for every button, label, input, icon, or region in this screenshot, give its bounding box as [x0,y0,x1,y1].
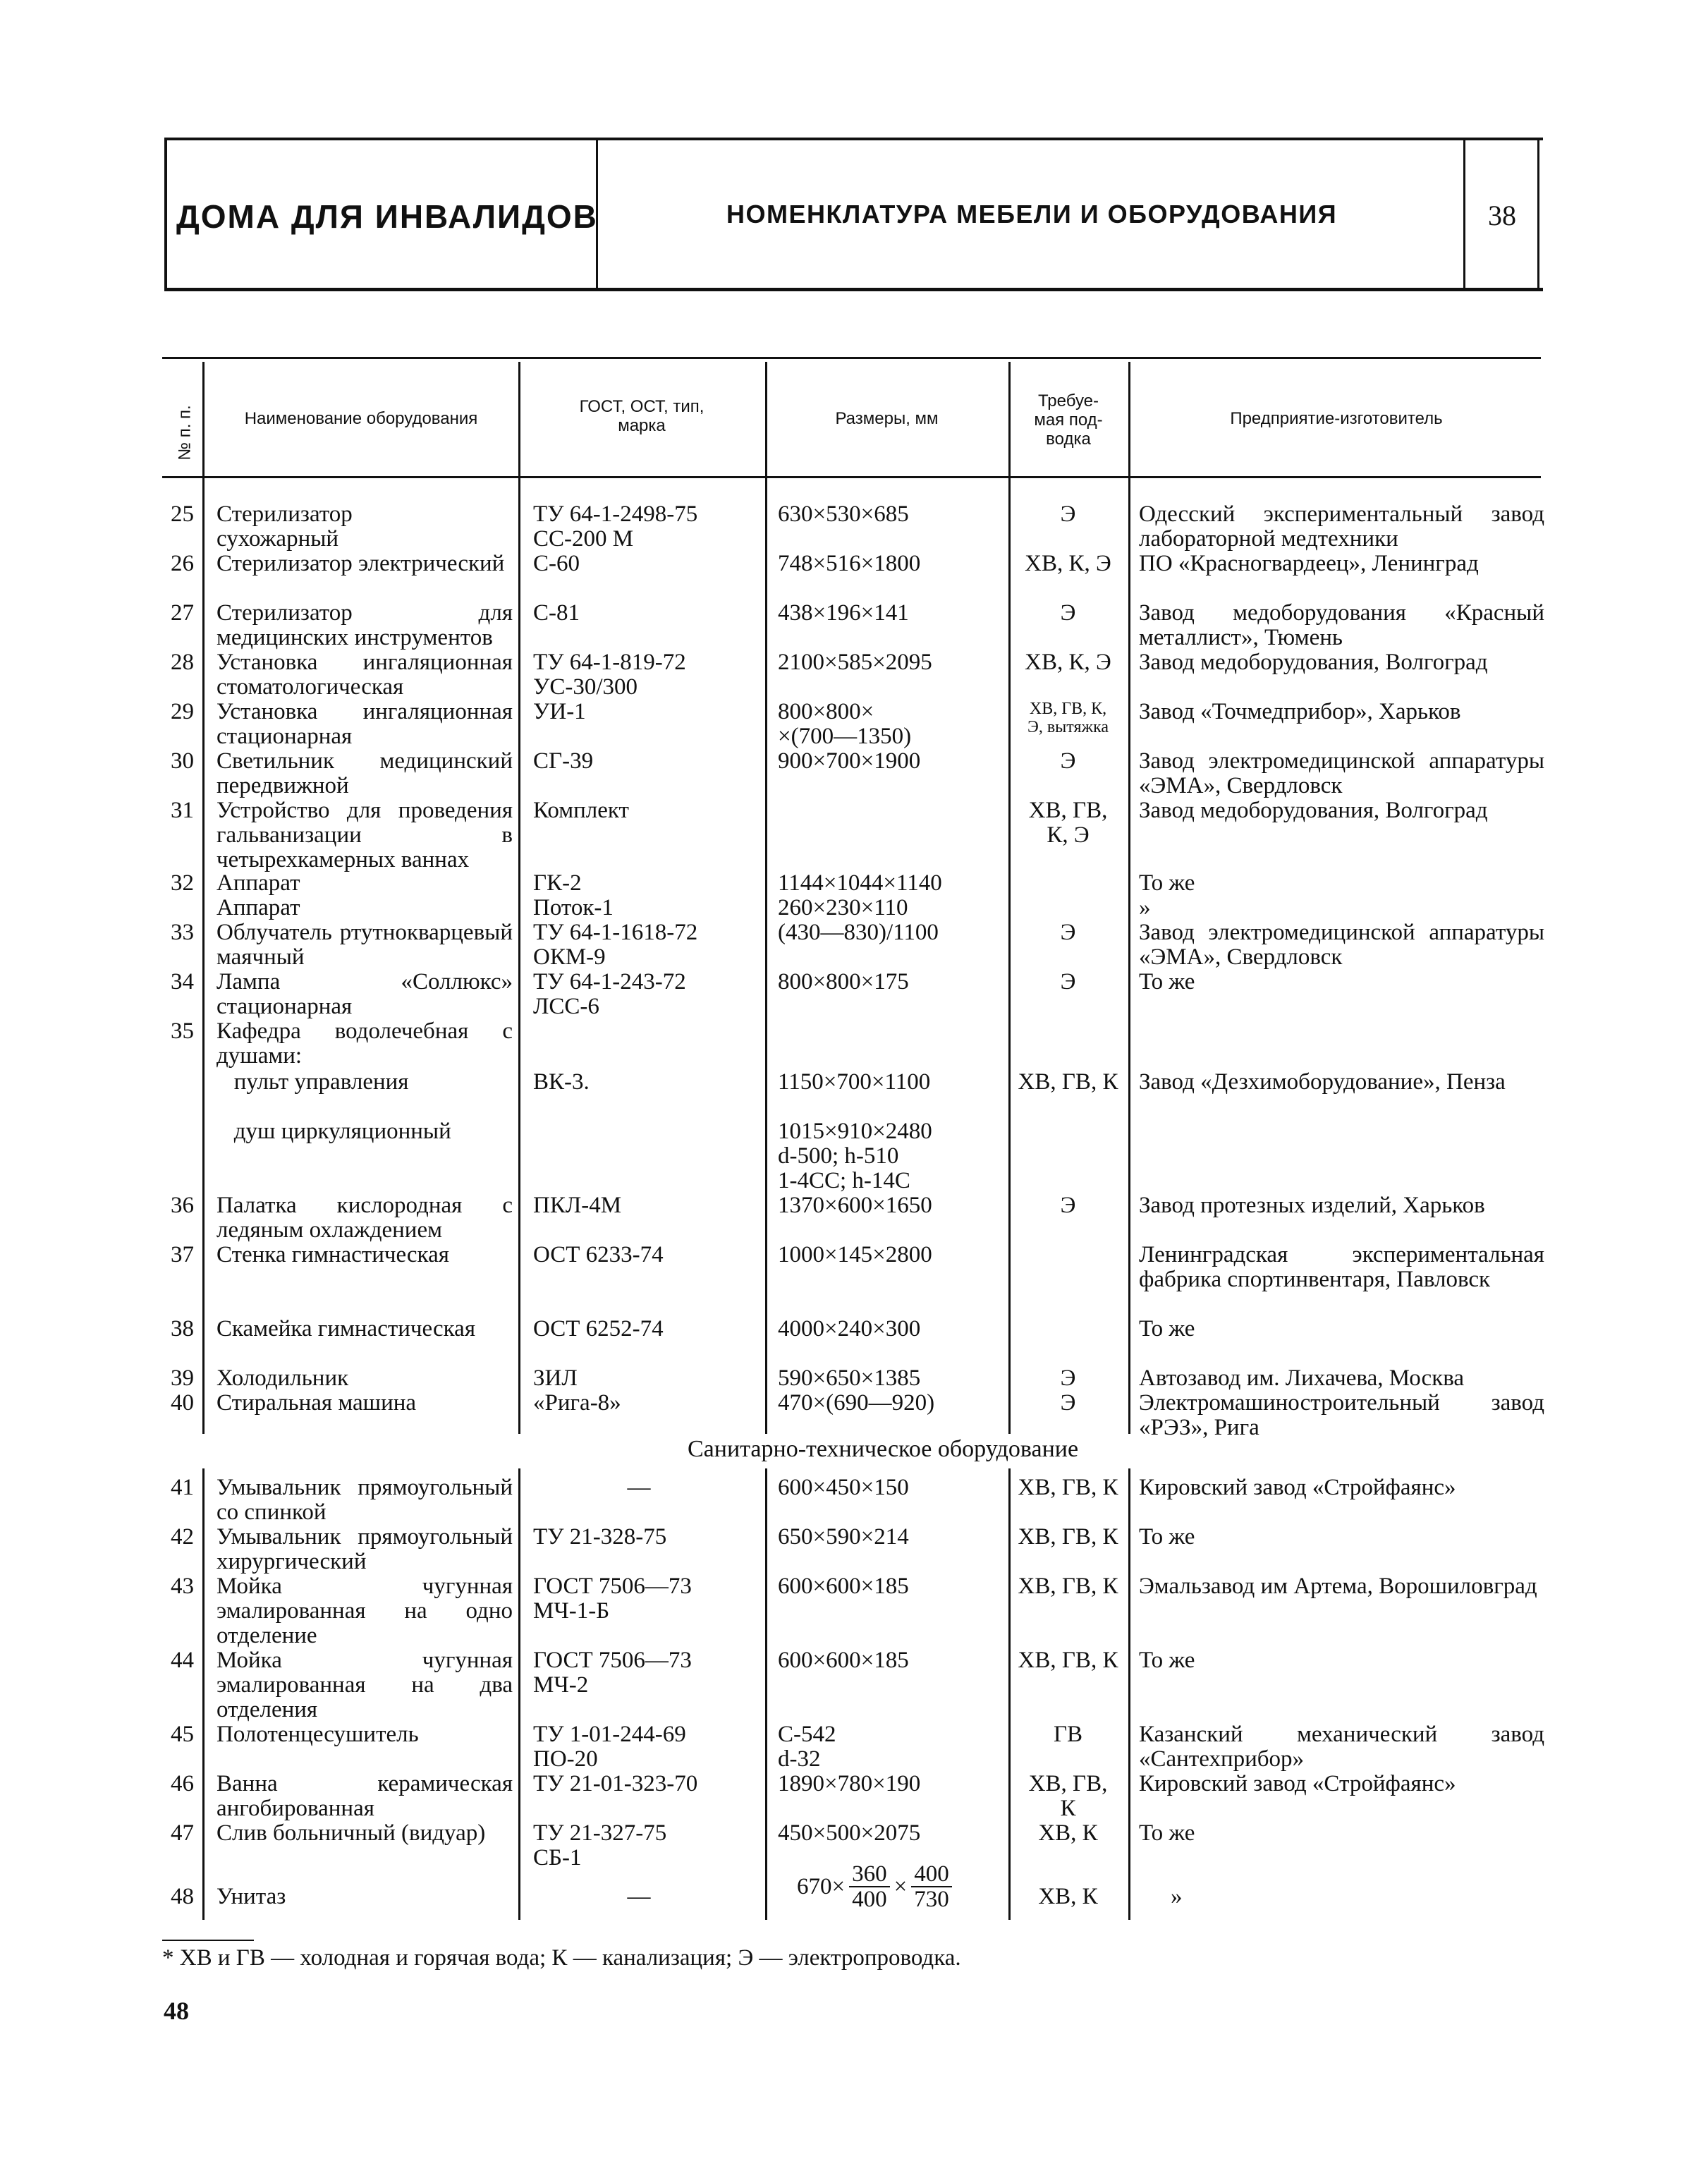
fraction-2-numerator: 400 [911,1862,952,1887]
equipment-name: Аппарат Аппарат [216,870,300,920]
row-number: 39 [171,1365,194,1391]
row-number: 33 [171,920,194,945]
row-number: 36 [171,1193,194,1218]
dimensions: 1144×1044×1140 260×230×110 [778,870,942,920]
table-header-rule [162,476,1541,478]
column-rule-2 [518,362,520,1434]
connection: Э [1060,1193,1076,1218]
equipment-name: Мойка чугунная эмалированная на два отделения [216,1648,513,1722]
equipment-name: Холодильник [216,1365,349,1391]
dimensions: 438×196×141 [778,600,909,626]
manufacturer: То же [1139,1316,1195,1341]
dimensions: 600×450×150 [778,1475,909,1500]
dimensions: 630×530×685 [778,501,909,527]
connection: Э [1060,600,1076,626]
standard-code: СГ-39 [533,748,594,774]
dimensions: 600×600×185 [778,1648,909,1673]
dim-prefix: 670× [797,1873,846,1899]
row-number: 43 [171,1574,194,1599]
row-number: 27 [171,600,194,626]
manufacturer: » [1171,1884,1183,1909]
manufacturer: То же » [1139,870,1195,920]
equipment-name: Скамейка гимнастическая [216,1316,475,1341]
column-header-manufacturer: Предприятие-изготовитель [1230,409,1443,428]
standard-code: ТУ 64-1-1618-72 ОКМ-9 [533,920,698,970]
column-header-no: № п. п. [175,405,195,461]
manufacturer: Электромашиностроительный завод «РЭЗ», Рига [1139,1390,1544,1440]
fraction-1 [849,1862,890,1911]
connection: ХВ, ГВ, К [1018,1574,1118,1599]
manufacturer: Казанский механический завод «Сантехприбор» [1139,1722,1544,1772]
row-number: 41 [171,1475,194,1500]
equipment-name: Установка ингаляционная стоматологическая [216,650,513,700]
equipment-name: Устройство для проведения гальванизации в четырехкамерных ваннах [216,798,513,872]
row-number: 35 [171,1018,194,1044]
dimensions: 4000×240×300 [778,1316,921,1341]
column-rule-1 [202,362,205,1434]
dimensions: 1000×145×2800 [778,1242,932,1267]
dimensions: С-542 d-32 [778,1722,836,1772]
dimensions: 900×700×1900 [778,748,921,774]
equipment-name: Мойка чугунная эмалированная на одно отделение [216,1574,513,1648]
connection: Э [1060,1390,1076,1416]
row-number: 34 [171,969,194,994]
connection: ХВ, К [1038,1884,1098,1909]
manufacturer: Завод «Дезхимоборудование», Пенза [1139,1069,1506,1095]
equipment-name: пульт управления [216,1069,409,1095]
standard-code: ОСТ 6233-74 [533,1242,664,1267]
manufacturer: Кировский завод «Стройфаянс» [1139,1771,1456,1796]
manufacturer: Эмальзавод им Артема, Ворошиловград [1139,1574,1537,1599]
manufacturer: Кировский завод «Стройфаянс» [1139,1475,1456,1500]
sheet-number: 38 [1488,200,1516,231]
standard-code: — [627,1884,651,1909]
equipment-name: Ванна керамическая ангобированная [216,1771,513,1821]
standard-code: ОСТ 6252-74 [533,1316,664,1341]
row-number: 28 [171,650,194,675]
manufacturer: То же [1139,1648,1195,1673]
footnote: * ХВ и ГВ — холодная и горячая вода; К — канализация; Э — электропроводка. [162,1945,961,1971]
manufacturer: То же [1139,969,1195,994]
row-number: 30 [171,748,194,774]
column-header-size: Размеры, мм [835,409,939,428]
row-number: 47 [171,1820,194,1846]
connection: ХВ, ГВ, К [1018,1475,1118,1500]
manufacturer: Одесский экспериментальный завод лабораторной медтехники [1139,501,1544,552]
standard-code: С-60 [533,551,580,576]
section-heading: Санитарно-техническое оборудование [688,1436,1079,1462]
footnote-rule [162,1940,254,1941]
header-top-rule [164,138,1543,140]
dimensions: 800×800× ×(700—1350) [778,699,912,749]
row-number: 31 [171,798,194,823]
manufacturer: Завод электромедицинской аппаратуры «ЭМА», Свердловск [1139,920,1544,970]
equipment-name: Унитаз [216,1884,286,1909]
standard-code: ТУ 1-01-244-69 ПО-20 [533,1722,686,1772]
equipment-name: Полотенцесушитель [216,1722,419,1747]
equipment-name: Лампа «Соллюкс» стационарная [216,969,513,1019]
page-number: 48 [164,1997,189,2025]
standard-code: ТУ 21-327-75 СБ-1 [533,1820,667,1870]
dimensions: 470×(690—920) [778,1390,935,1416]
row-number: 40 [171,1390,194,1416]
header-divider-2 [1463,140,1465,288]
row-number: 46 [171,1771,194,1796]
standard-code: ТУ 64-1-2498-75 СС-200 М [533,501,698,552]
equipment-name: Стерилизатор электрический [216,551,505,576]
standard-code: ЗИЛ [533,1365,578,1391]
connection: Э [1060,1365,1076,1391]
dimensions: (430—830)/1100 [778,920,939,945]
connection: ХВ, ГВ, К [1018,1069,1118,1095]
column-rule-3 [765,362,767,1434]
standard-code: ТУ 64-1-819-72 УС-30/300 [533,650,686,700]
manufacturer: То же [1139,1820,1195,1846]
fraction-1-numerator: 360 [849,1862,890,1887]
fraction-1-denominator: 400 [852,1887,887,1912]
standard-code: ПКЛ-4М [533,1193,622,1218]
row-number: 26 [171,551,194,576]
standard-code: Комплект [533,798,629,823]
manufacturer: То же [1139,1524,1195,1550]
connection: ХВ, ГВ, К [1018,1524,1118,1550]
connection: ХВ, К [1038,1820,1098,1846]
manufacturer: Завод электромедицинской аппаратуры «ЭМА», Свердловск [1139,748,1544,798]
manufacturer: Автозавод им. Лихачева, Москва [1139,1365,1465,1391]
standard-code: ВК-3. [533,1069,590,1095]
equipment-name: Умывальник прямоугольный хирургический [216,1524,513,1574]
standard-code: ТУ 21-328-75 [533,1524,667,1550]
unitaz-dimensions [797,1862,956,1911]
header-title-left: ДОМА ДЛЯ ИНВАЛИДОВ [176,198,598,235]
header-left-border [164,140,167,291]
manufacturer: Завод медоборудования, Волгоград [1139,650,1488,675]
table-top-rule [162,357,1541,359]
dimensions: 600×600×185 [778,1574,909,1599]
connection: ХВ, ГВ, К, Э [1028,798,1108,848]
standard-code: ГОСТ 7506—73 МЧ-2 [533,1648,692,1698]
connection: ХВ, ГВ, К [1028,1771,1108,1821]
dimensions: 650×590×214 [778,1524,909,1550]
connection: ХВ, К, Э [1025,551,1111,576]
dim-times: × [893,1873,908,1899]
standard-code: ТУ 21-01-323-70 [533,1771,698,1796]
dimensions: 590×650×1385 [778,1365,921,1391]
dimensions: 1370×600×1650 [778,1193,932,1218]
standard-code: УИ-1 [533,699,586,724]
equipment-name: Стиральная машина [216,1390,417,1416]
standard-code: С-81 [533,600,580,626]
header-title-center: НОМЕНКЛАТУРА МЕБЕЛИ И ОБОРУДОВАНИЯ [726,200,1338,229]
equipment-name: душ циркуляционный [216,1119,451,1144]
dimensions: 748×516×1800 [778,551,921,576]
standard-code: «Рига-8» [533,1390,621,1416]
column-header-gost: ГОСТ, ОСТ, тип, марка [579,397,704,435]
column-rule-5 [1128,362,1130,1434]
equipment-name: Стерилизатор для медицинских инструментов [216,600,513,650]
row-number: 48 [171,1884,194,1909]
row-number: 32 [171,870,194,896]
row-number: 25 [171,501,194,527]
fraction-2 [911,1862,952,1911]
standard-code: — [627,1475,651,1500]
equipment-name: Палатка кислородная с ледяным охлаждением [216,1193,513,1243]
manufacturer: Завод протезных изделий, Харьков [1139,1193,1485,1218]
equipment-name: Стерилизатор сухожарный [216,501,353,552]
connection: Э [1060,501,1076,527]
connection: ГВ [1053,1722,1083,1747]
row-number: 37 [171,1242,194,1267]
standard-code: ГК-2 Поток-1 [533,870,614,920]
manufacturer: Завод медоборудования, Волгоград [1139,798,1488,823]
column-header-connection: Требуе- мая под- водка [1034,391,1103,449]
header-right-border [1537,140,1539,288]
row-number: 44 [171,1648,194,1673]
standard-code: ГОСТ 7506—73 МЧ-1-Б [533,1574,692,1624]
dimensions: 800×800×175 [778,969,909,994]
equipment-name: Светильник медицинский передвижной [216,748,513,798]
connection: ХВ, ГВ, К, Э, вытяжка [1027,700,1109,736]
row-number: 45 [171,1722,194,1747]
connection: ХВ, К, Э [1025,650,1111,675]
row-number: 42 [171,1524,194,1550]
equipment-name: Облучатель ртутнокварцевый маячный [216,920,513,970]
equipment-name: Слив больничный (видуар) [216,1820,486,1846]
column-rule-5b [1128,1468,1130,1920]
row-number: 38 [171,1316,194,1341]
equipment-name: Кафедра водолечебная с душами: [216,1018,513,1069]
equipment-name: Установка ингаляционная стационарная [216,699,513,749]
dimensions: 450×500×2075 [778,1820,921,1846]
dimensions: 1890×780×190 [778,1771,921,1796]
equipment-name: Умывальник прямоугольный со спинкой [216,1475,513,1525]
manufacturer: Завод медоборудования «Красный металлист», Тюмень [1139,600,1544,650]
standard-code: ТУ 64-1-243-72 ЛСС-6 [533,969,686,1019]
dimensions: 1015×910×2480 d-500; h-510 1-4СС; h-14С [778,1119,932,1193]
manufacturer: ПО «Красногвардеец», Ленинград [1139,551,1479,576]
column-rule-1b [202,1468,205,1920]
connection: Э [1060,748,1076,774]
header-bottom-rule [164,288,1543,291]
equipment-name: Стенка гимнастическая [216,1242,449,1267]
row-number: 29 [171,699,194,724]
connection: ХВ, ГВ, К [1018,1648,1118,1673]
column-rule-3b [765,1468,767,1920]
manufacturer: Завод «Точмедприбор», Харьков [1139,699,1461,724]
column-rule-2b [518,1468,520,1920]
fraction-2-denominator: 730 [914,1887,949,1912]
dimensions: 1150×700×1100 [778,1069,931,1095]
connection: Э [1060,969,1076,994]
manufacturer: Ленинградская экспериментальная фабрика спортинвентаря, Павловск [1139,1242,1544,1292]
dimensions: 2100×585×2095 [778,650,932,675]
column-header-name: Наименование оборудования [244,409,478,428]
connection: Э [1060,920,1076,945]
